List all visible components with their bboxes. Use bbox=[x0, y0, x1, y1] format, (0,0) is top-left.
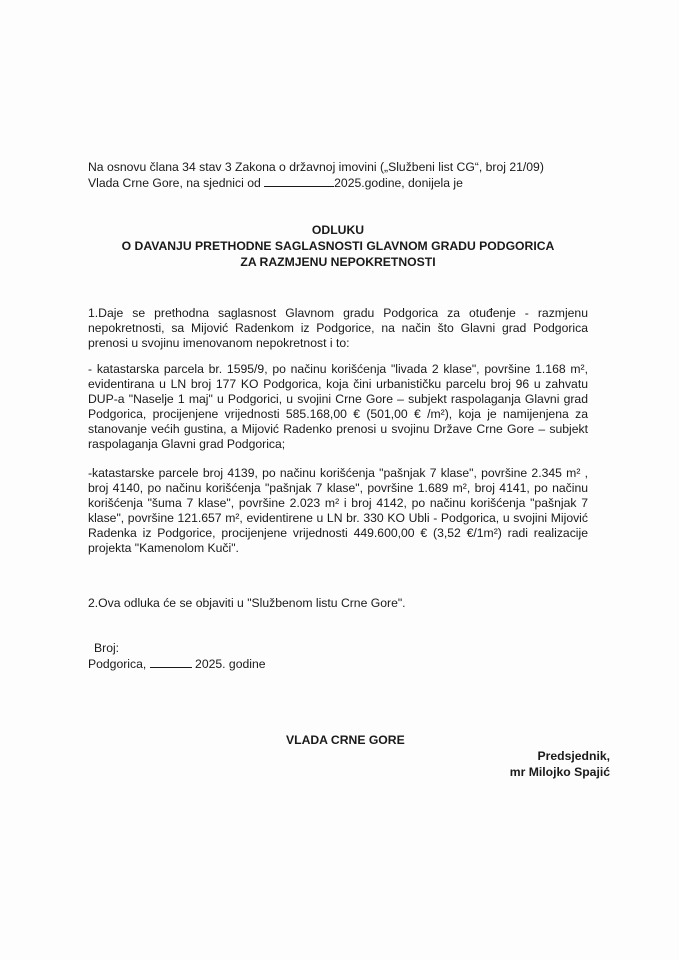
preamble-line-1: Na osnovu člana 34 stav 3 Zakona o državnoj imovini („Službeni list CG“, broj 21/09) bbox=[88, 160, 544, 174]
signer-name: mr Milojko Spajić bbox=[509, 765, 610, 779]
signer-title: Predsjednik, bbox=[537, 749, 610, 763]
place-date-blank bbox=[150, 656, 192, 668]
place-date-line bbox=[88, 656, 266, 672]
government-name: VLADA CRNE GORE bbox=[286, 733, 405, 747]
title-line-2: O DAVANJU PRETHODNE SAGLASNOSTI GLAVNOM GRADU PODGORICA bbox=[121, 239, 555, 253]
preamble-line-2 bbox=[88, 175, 588, 191]
preamble-line-2-start: Vlada Crne Gore, na sjednici od bbox=[88, 176, 265, 190]
reference-number-label: Broj: bbox=[94, 641, 120, 655]
preamble bbox=[88, 160, 588, 191]
place-year: 2025. godine bbox=[191, 657, 266, 671]
preamble-line-2-end: 2025.godine, donijela je bbox=[334, 176, 463, 190]
decision-title bbox=[88, 222, 588, 270]
signature-block bbox=[470, 748, 610, 780]
date-blank bbox=[264, 175, 334, 187]
paragraph-parcels-4139-4142: -katastarske parcele broj 4139, po načinu korišćenja "pašnjak 7 klase", površine 2.345 m² , broj 4140, po načinu korišćenja "pašnjak 7 klase", površine 1.689 m², broj 4141, po načinu korišćenja "šuma 7 klase", površine 2.023 m² i broj 4142, po načinu korišćenja "pašnjak 7 klase", površine 121.657 m², evidentirene u LN br. 330 KO Ubli - Podgorica, u svojini Mijović Radenka iz Podgorice, procijenjene vrijednosti 449.600,00 € (3,52 €/1m²) radi realizacije projekta "Kamenolom Kuči". bbox=[88, 466, 588, 555]
paragraph-parcel-1595: - katastarska parcela br. 1595/9, po načinu korišćenja "livada 2 klase", površine 1.168 m², evidentirana u LN broj 177 KO Podgorica, koja čini urbanističku parcelu broj 96 u zahvatu DUP-a "Naselje 1 maj" u Podgorici, u svojini Crne Gore – subjekt raspolaganja Glavni grad Podgorica, procijenjene vrijednosti 585.168,00 € (501,00 € /m²), koja je namijenjena za stanovanje većih gustina, a Mijović Radenko prenosi u svojinu Države Crne Gore – subjekt raspolaganja Glavni grad Podgorica; bbox=[88, 362, 588, 451]
title-line-1: ODLUKU bbox=[311, 223, 365, 237]
place-name: Podgorica, bbox=[88, 657, 150, 671]
title-line-3: ZA RAZMJENU NEPOKRETNOSTI bbox=[240, 255, 436, 269]
paragraph-1: 1.Daje se prethodna saglasnost Glavnom gradu Podgorica za otuđenje - razmjenu nepokretnosti, sa Mijović Radenkom iz Podgorice, na način što Glavni grad Podgorica prenosi u svojinu imenovanom nepokretnost i to: bbox=[88, 306, 588, 350]
paragraph-2: 2.Ova odluka će se objaviti u "Službenom listu Crne Gore". bbox=[88, 596, 406, 610]
